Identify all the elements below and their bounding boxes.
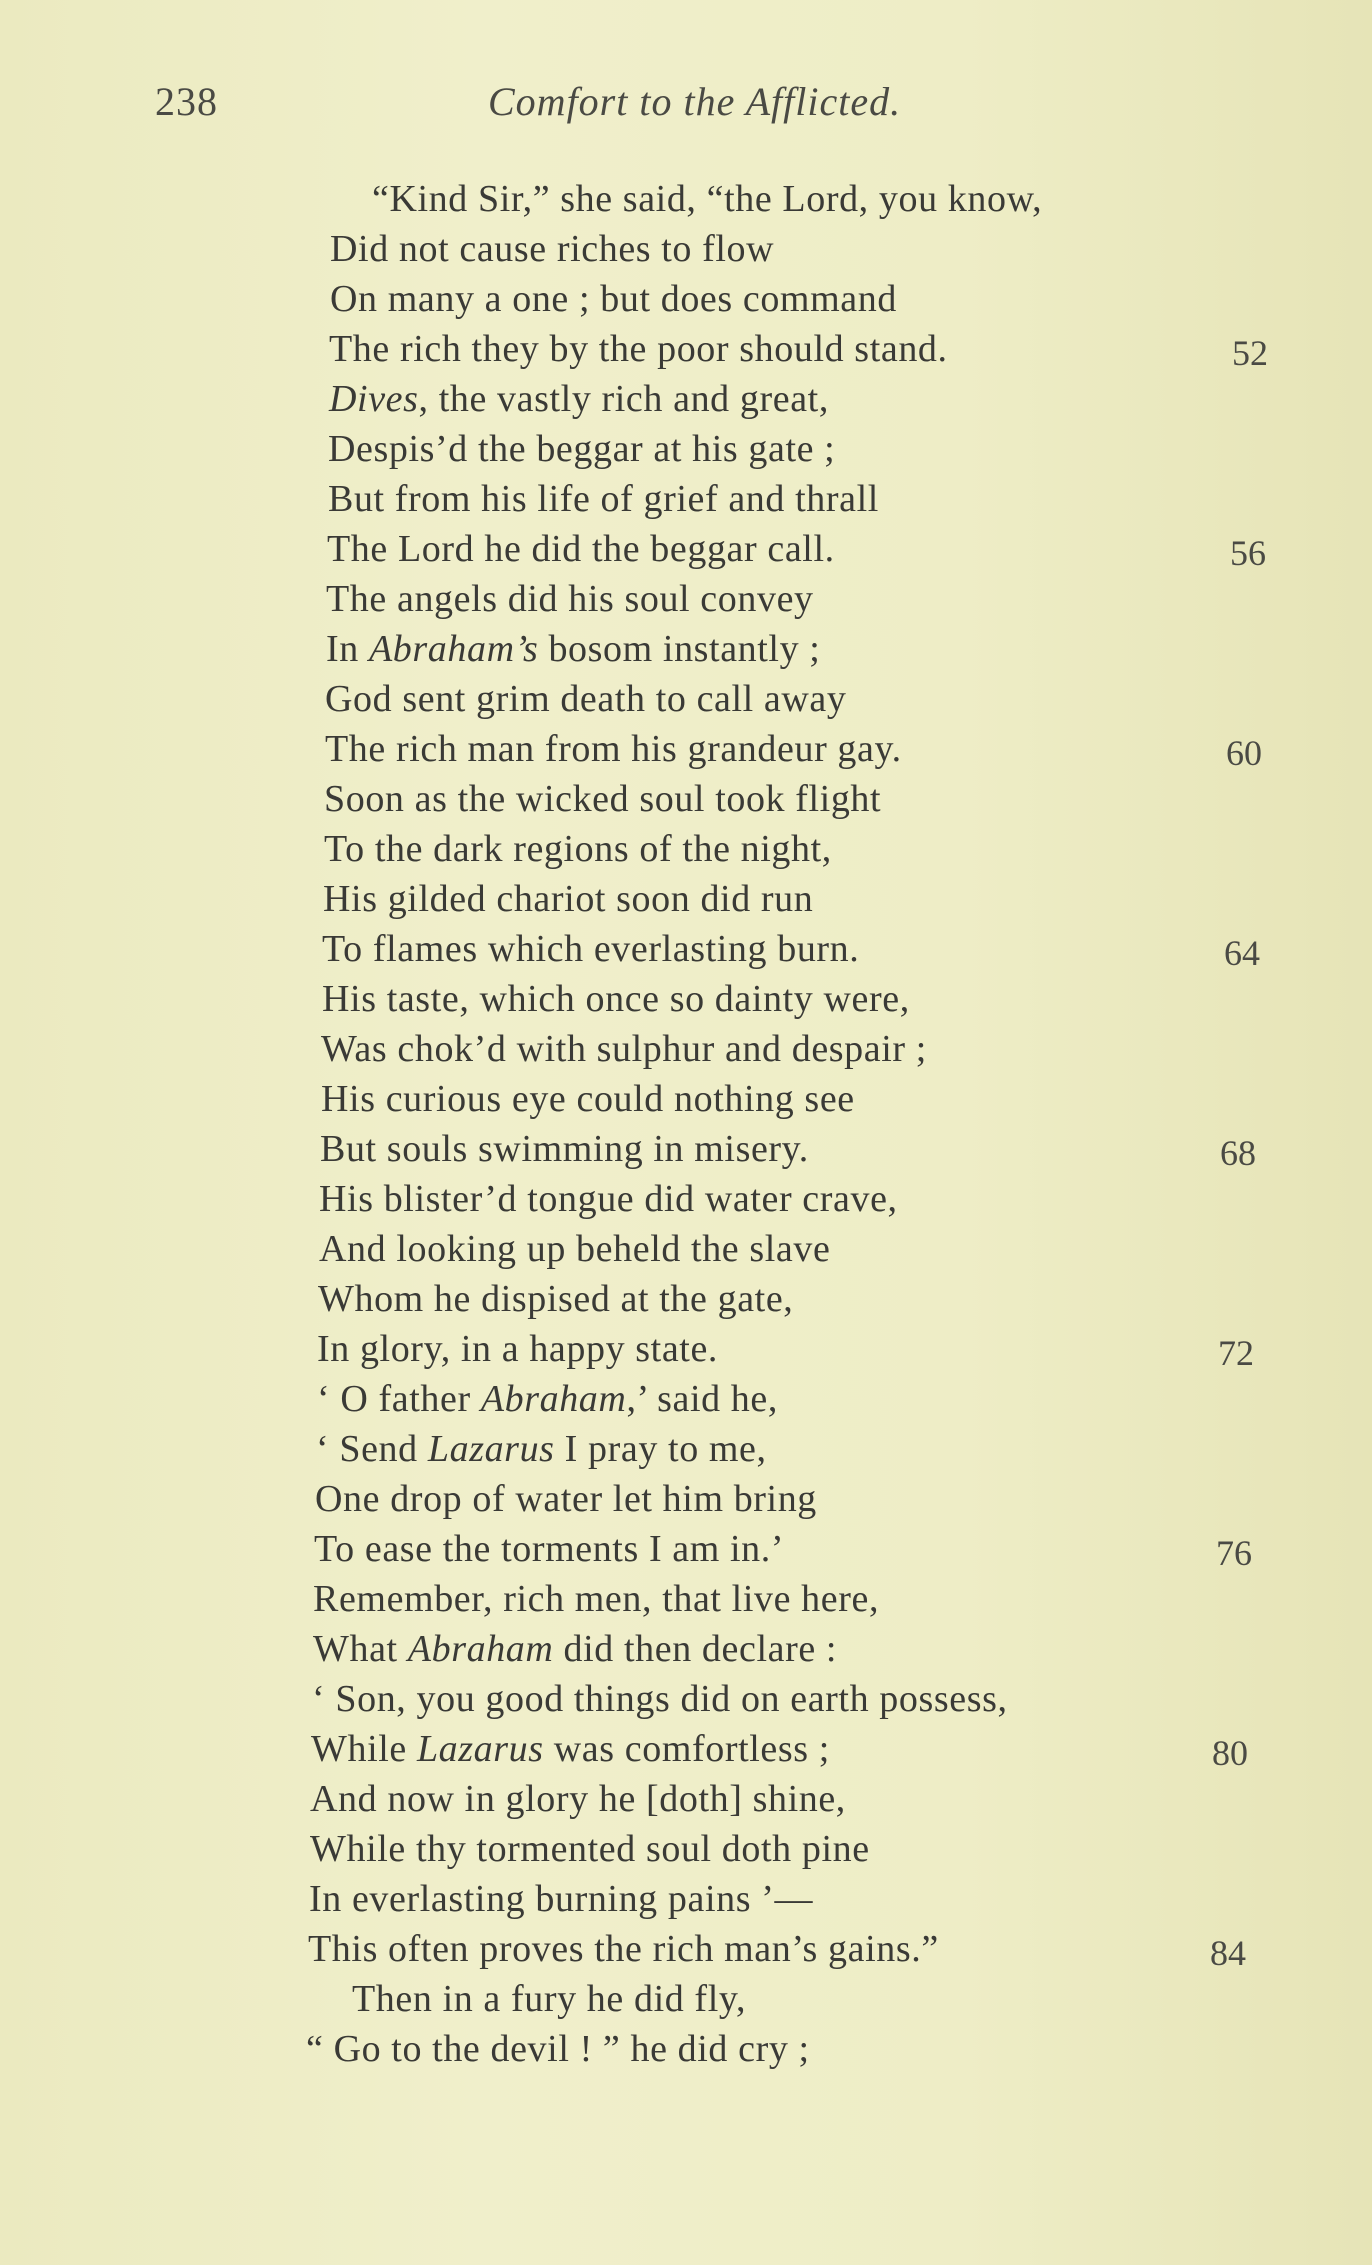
poem-line: The rich they by the poor should stand. xyxy=(329,328,948,370)
line-number: 72 xyxy=(1218,1333,1254,1373)
line-number: 60 xyxy=(1226,733,1262,773)
line-number: 68 xyxy=(1220,1133,1256,1173)
poem-line: Then in a fury he did fly, xyxy=(352,1978,747,2020)
page-number: 238 xyxy=(155,79,218,124)
poem-line: Dives, the vastly rich and great, xyxy=(329,378,829,420)
poem-line: Did not cause riches to flow xyxy=(330,228,775,270)
poem-line: Remember, rich men, that live here, xyxy=(313,1578,880,1620)
poem-line: This often proves the rich man’s gains.” xyxy=(308,1928,939,1970)
poem-line: On many a one ; but does command xyxy=(330,278,897,320)
poem-line: Whom he dispised at the gate, xyxy=(318,1278,794,1320)
poem-line: Despis’d the beggar at his gate ; xyxy=(328,428,836,470)
poem-line: In glory, in a happy state. xyxy=(317,1328,719,1370)
poem-line: To ease the torments I am in.’ xyxy=(314,1528,785,1570)
poem-line: The rich man from his grandeur gay. xyxy=(325,728,902,770)
poem-line: “ Go to the devil ! ” he did cry ; xyxy=(306,2028,810,2070)
poem-line: One drop of water let him bring xyxy=(315,1478,817,1520)
poem-line: The Lord he did the beggar call. xyxy=(327,528,835,570)
poem-line: His curious eye could nothing see xyxy=(321,1078,855,1120)
line-number: 80 xyxy=(1212,1733,1248,1773)
poem-line: His gilded chariot soon did run xyxy=(323,878,814,920)
poem-line: ‘ O father Abraham,’ said he, xyxy=(317,1378,778,1420)
line-number: 56 xyxy=(1230,533,1266,573)
poem-line: In Abraham’s bosom instantly ; xyxy=(326,628,821,670)
poem-line: And looking up beheld the slave xyxy=(319,1228,831,1270)
line-number: 84 xyxy=(1210,1933,1246,1973)
poem-line: “Kind Sir,” she said, “the Lord, you know, xyxy=(372,178,1043,220)
poem-line: Was chok’d with sulphur and despair ; xyxy=(321,1028,927,1070)
running-title: Comfort to the Afflicted. xyxy=(488,79,902,124)
poem-line: To the dark regions of the night, xyxy=(324,828,832,870)
poem-line: The angels did his soul convey xyxy=(326,578,814,620)
poem-line: While Lazarus was comfortless ; xyxy=(311,1728,830,1770)
poem-line: Soon as the wicked soul took flight xyxy=(324,778,882,820)
poem-line: ‘ Send Lazarus I pray to me, xyxy=(316,1428,767,1470)
poem-line: What Abraham did then declare : xyxy=(313,1628,838,1670)
poem-line: But souls swimming in misery. xyxy=(320,1128,809,1170)
poem-line: In everlasting burning pains ’— xyxy=(309,1878,814,1920)
poem-line: To flames which everlasting burn. xyxy=(322,928,860,970)
poem-line: His blister’d tongue did water crave, xyxy=(319,1178,898,1220)
poem-line: While thy tormented soul doth pine xyxy=(310,1828,870,1870)
poem-line: God sent grim death to call away xyxy=(325,678,847,720)
line-number: 64 xyxy=(1224,933,1260,973)
poem-line: ‘ Son, you good things did on earth possess, xyxy=(312,1678,1008,1720)
line-number: 52 xyxy=(1232,333,1268,373)
poem-line: His taste, which once so dainty were, xyxy=(322,978,910,1020)
poem-line: But from his life of grief and thrall xyxy=(328,478,879,520)
poem-line: And now in glory he [doth] shine, xyxy=(310,1778,846,1820)
line-number: 76 xyxy=(1216,1533,1252,1573)
